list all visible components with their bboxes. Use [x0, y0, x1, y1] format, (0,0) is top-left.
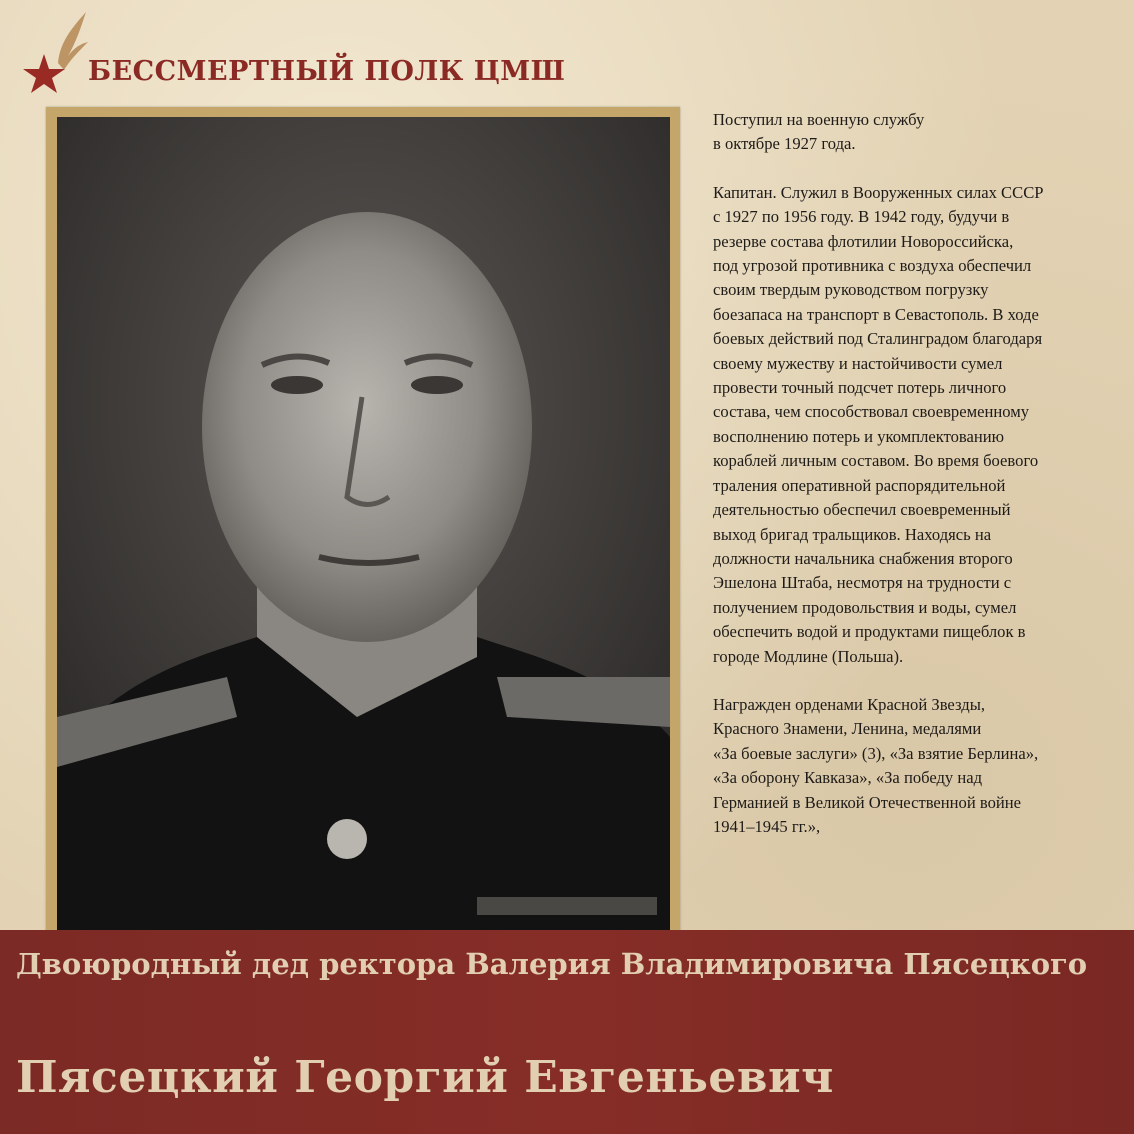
bio-paragraph-career: Капитан. Служил в Вооруженных силах СССР с 1927 по 1956 году. В 1942 году, будучи в резерве состава флотилии Новороссийска, под угрозой противника с воздуха обеспечил своим твердым руководством погрузку боезапаса на транспорт в Севастополь. В ходе боевых действий под Сталинградом благодаря своему мужеству и настойчивости сумел провести точный подсчет потерь личного состава, чем способствовал своевременному восполнению потерь и укомплектованию кораблей личным составом. Во время боевого траления оперативной распорядительной деятельностью обеспечил своевременный выход бригад тральщиков. Находясь на должности начальника снабжения второго Эшелона Штаба, несмотря на трудности с получением продовольствия и воды, сумел обеспечить водой и продуктами пищеблок в городе Модлине (Польша). — [713, 182, 1044, 666]
brand-title: БЕССМЕРТНЫЙ ПОЛК ЦМШ — [88, 56, 566, 87]
bio-paragraph-service-start: Поступил на военную службу в октябре 1927 года. — [713, 110, 925, 154]
relation-subtitle: Двоюродный дед ректора Валерия Владимировича Пясецкого — [16, 947, 1088, 981]
person-name: Пясецкий Георгий Евгеньевич — [16, 1052, 834, 1103]
bio-paragraph-awards: Награжден орденами Красной Звезды, Красного Знамени, Ленина, медалями «За боевые заслуги» (3), «За взятие Берлина», «За оборону Кавказа», «За победу над Германией в Великой Отечественной войне 1941–1945 гг.», — [713, 694, 1039, 836]
star-with-flame-icon — [18, 8, 98, 98]
portrait-photo — [57, 117, 670, 930]
biography-text — [713, 108, 1123, 839]
